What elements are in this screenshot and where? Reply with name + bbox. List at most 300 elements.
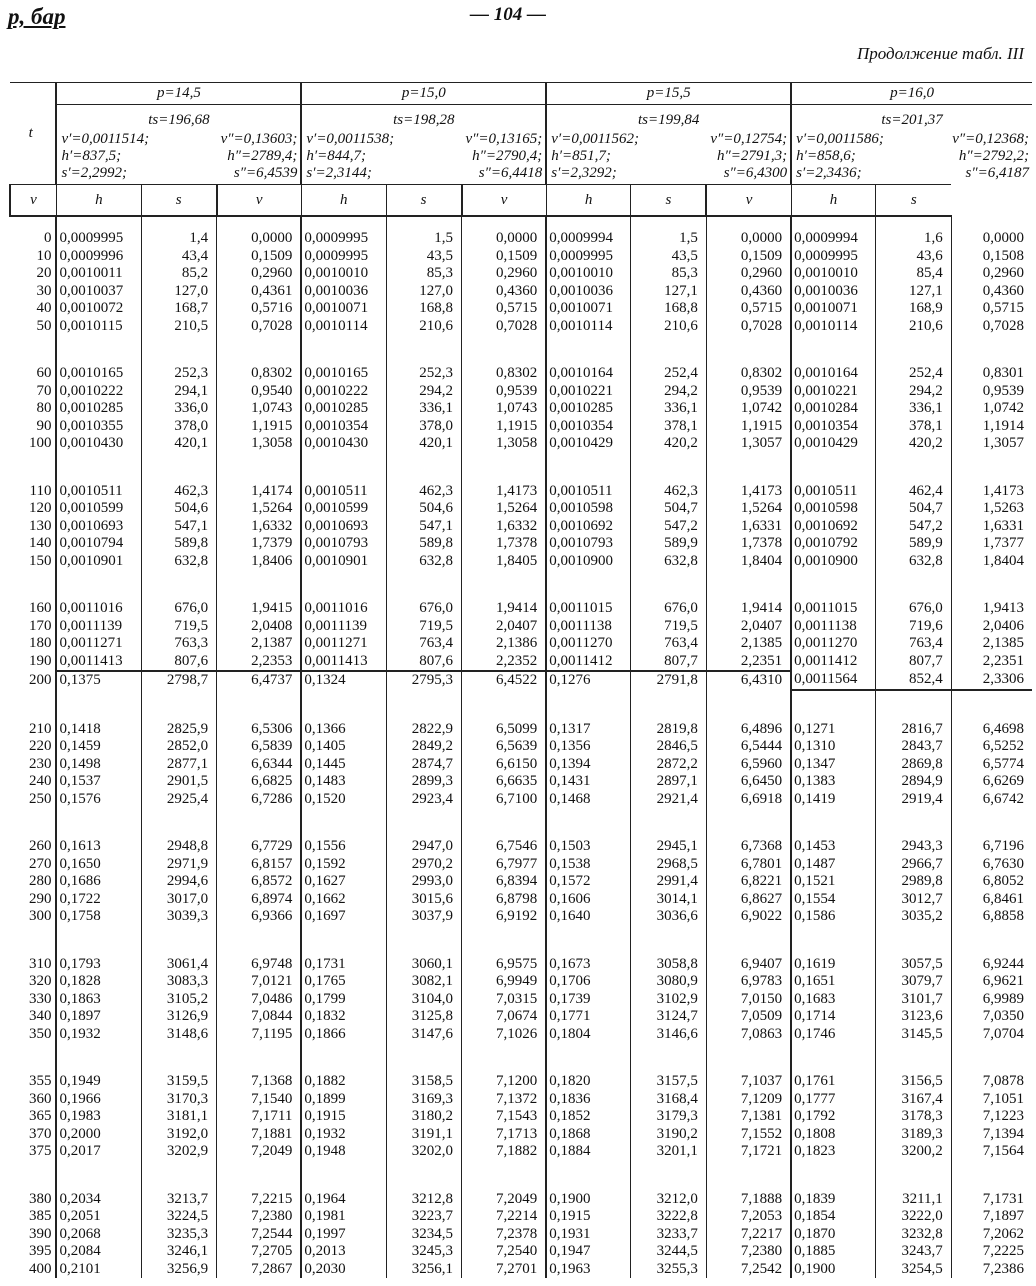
h-cell: 3233,7 xyxy=(631,1226,706,1244)
h-cell: 2921,4 xyxy=(631,791,706,809)
v-cell: 0,0010511 xyxy=(56,483,141,501)
h-cell: 2897,1 xyxy=(631,773,706,791)
table-row xyxy=(10,1143,1032,1161)
s-cell: 1,5264 xyxy=(462,500,547,518)
v-cell: 0,1866 xyxy=(301,1026,386,1044)
v-cell: 0,0010010 xyxy=(546,265,631,283)
v-cell: 0,1758 xyxy=(56,908,141,926)
h-cell: 3148,6 xyxy=(141,1026,216,1044)
v-cell: 0,1498 xyxy=(56,756,141,774)
h-cell: 3158,5 xyxy=(386,1073,461,1091)
s-cell: 2,1386 xyxy=(462,635,547,653)
v-cell: 0,1503 xyxy=(546,838,631,856)
v-cell: 0,0011413 xyxy=(301,653,386,672)
s-cell: 6,9366 xyxy=(217,908,302,926)
h-cell: 3123,6 xyxy=(876,1008,951,1026)
s-cell: 0,1508 xyxy=(951,248,1032,266)
v-cell: 0,2034 xyxy=(56,1191,141,1209)
h-cell: 763,4 xyxy=(876,635,951,653)
v-cell: 0,0011015 xyxy=(546,600,631,618)
s-cell: 7,2540 xyxy=(462,1243,547,1261)
table-row xyxy=(10,435,1032,453)
s-cell: 6,5639 xyxy=(462,738,547,756)
s-cell: 6,8798 xyxy=(462,891,547,909)
s-cell: 6,6150 xyxy=(462,756,547,774)
temperature-cell: 230 xyxy=(28,755,52,772)
saturation-v2: v″=0,12368; xyxy=(952,131,1029,147)
v-cell: 0,1882 xyxy=(301,1073,386,1091)
table-row xyxy=(10,1108,1032,1126)
s-cell: 7,2867 xyxy=(217,1261,302,1279)
s-cell: 1,7379 xyxy=(217,535,302,553)
h-cell: 252,4 xyxy=(876,365,951,383)
temperature-cell: 160 xyxy=(28,600,52,616)
v-cell: 0,1932 xyxy=(301,1126,386,1144)
v-cell: 0,0010794 xyxy=(56,535,141,553)
t-column-header: t xyxy=(28,125,33,141)
temperature-cell: 365 xyxy=(28,1108,52,1124)
h-cell: 1,5 xyxy=(631,230,706,248)
h-cell: 3202,9 xyxy=(141,1143,216,1161)
saturation-temp-2: ts=198,28 xyxy=(301,105,546,130)
temperature-cell: 330 xyxy=(28,990,52,1007)
s-cell: 7,0704 xyxy=(951,1026,1032,1044)
temperature-cell: 250 xyxy=(28,790,52,807)
saturation-h2: h″=2792,2; xyxy=(958,148,1029,164)
temperature-cell: 280 xyxy=(28,873,52,889)
h-cell: 719,5 xyxy=(386,618,461,636)
h-cell: 294,2 xyxy=(876,383,951,401)
h-cell: 763,3 xyxy=(141,635,216,653)
s-cell: 7,2062 xyxy=(951,1226,1032,1244)
table-row xyxy=(10,738,1032,756)
v-cell: 0,0011271 xyxy=(301,635,386,653)
v-cell: 0,1964 xyxy=(301,1191,386,1209)
s-cell: 7,0509 xyxy=(706,1008,791,1026)
table-row xyxy=(10,230,1032,248)
s-cell: 0,4360 xyxy=(462,283,547,301)
v-cell: 0,0010511 xyxy=(546,483,631,501)
table-row xyxy=(10,908,1032,926)
v-cell: 0,0010901 xyxy=(301,553,386,571)
s-cell: 1,8405 xyxy=(462,553,547,571)
v-cell: 0,1832 xyxy=(301,1008,386,1026)
saturation-props-1 xyxy=(56,129,301,185)
saturation-temp-1: ts=196,68 xyxy=(56,105,301,130)
v-cell: 0,0009995 xyxy=(301,230,386,248)
s-cell: 7,2380 xyxy=(217,1208,302,1226)
s-cell: 1,6331 xyxy=(951,518,1032,536)
table-row xyxy=(10,773,1032,791)
s-cell: 6,4737 xyxy=(217,671,302,690)
v-cell: 0,0010429 xyxy=(546,435,631,453)
v-cell: 0,2013 xyxy=(301,1243,386,1261)
h-cell: 210,5 xyxy=(141,318,216,336)
s-cell: 1,9413 xyxy=(951,600,1032,618)
v-cell: 0,1317 xyxy=(546,721,631,739)
h-cell: 127,1 xyxy=(876,283,951,301)
s-cell: 6,8858 xyxy=(951,908,1032,926)
saturation-h1: h′=844,7; xyxy=(306,148,367,164)
h-cell: 2968,5 xyxy=(631,856,706,874)
s-cell: 1,4173 xyxy=(951,483,1032,501)
v-cell: 0,0010114 xyxy=(546,318,631,336)
s-cell: 2,0408 xyxy=(217,618,302,636)
h-cell: 3180,2 xyxy=(386,1108,461,1126)
s-cell: 0,7028 xyxy=(462,318,547,336)
saturation-s1: s′=2,3144; xyxy=(306,165,372,181)
s-cell: 7,1543 xyxy=(462,1108,547,1126)
temperature-cell: 90 xyxy=(36,417,52,434)
s-cell: 7,1713 xyxy=(462,1126,547,1144)
temperature-cell: 40 xyxy=(36,300,52,316)
s-cell: 6,7801 xyxy=(706,856,791,874)
v-cell: 0,0010164 xyxy=(546,365,631,383)
s-cell: 7,2049 xyxy=(462,1191,547,1209)
column-label-s: s xyxy=(876,185,951,217)
s-cell: 7,1540 xyxy=(217,1091,302,1109)
saturation-h2: h″=2789,4; xyxy=(227,148,298,164)
h-cell: 2825,9 xyxy=(141,721,216,739)
v-cell: 0,0011412 xyxy=(791,653,876,672)
h-cell: 2901,5 xyxy=(141,773,216,791)
table-row xyxy=(10,535,1032,553)
v-cell: 0,1673 xyxy=(546,956,631,974)
h-cell: 3145,5 xyxy=(876,1026,951,1044)
s-cell: 1,0743 xyxy=(217,400,302,418)
s-cell: 2,1385 xyxy=(951,635,1032,653)
v-cell: 0,1722 xyxy=(56,891,141,909)
s-cell: 1,1915 xyxy=(706,418,791,436)
v-cell: 0,1863 xyxy=(56,991,141,1009)
column-label-h: h xyxy=(546,185,631,217)
s-cell: 6,9407 xyxy=(706,956,791,974)
s-cell: 7,0878 xyxy=(951,1073,1032,1091)
h-cell: 3083,3 xyxy=(141,973,216,991)
v-cell: 0,1792 xyxy=(791,1108,876,1126)
v-cell: 0,1468 xyxy=(546,791,631,809)
h-cell: 294,2 xyxy=(631,383,706,401)
v-cell: 0,1915 xyxy=(546,1208,631,1226)
table-row xyxy=(10,365,1032,383)
v-cell: 0,1854 xyxy=(791,1208,876,1226)
s-cell: 7,2217 xyxy=(706,1226,791,1244)
table-row xyxy=(10,756,1032,774)
h-cell: 676,0 xyxy=(631,600,706,618)
saturation-v1: v′=0,0011514; xyxy=(61,131,150,147)
v-cell: 0,1739 xyxy=(546,991,631,1009)
s-cell: 0,1509 xyxy=(217,248,302,266)
v-cell: 0,1997 xyxy=(301,1226,386,1244)
v-cell: 0,1885 xyxy=(791,1243,876,1261)
h-cell: 3246,1 xyxy=(141,1243,216,1261)
v-cell: 0,2000 xyxy=(56,1126,141,1144)
s-cell: 0,2960 xyxy=(951,265,1032,283)
s-cell: 6,8221 xyxy=(706,873,791,891)
saturation-s2: s″=6,4300 xyxy=(723,165,788,181)
s-cell: 7,2705 xyxy=(217,1243,302,1261)
column-label-s: s xyxy=(141,185,216,217)
h-cell: 2869,8 xyxy=(876,756,951,774)
temperature-cell: 120 xyxy=(28,500,52,516)
s-cell: 7,0674 xyxy=(462,1008,547,1026)
v-cell: 0,0010598 xyxy=(546,500,631,518)
s-cell: 7,1882 xyxy=(462,1143,547,1161)
s-cell: 0,7028 xyxy=(951,318,1032,336)
temperature-cell: 350 xyxy=(28,1025,52,1042)
v-cell: 0,0010430 xyxy=(56,435,141,453)
v-cell: 0,1271 xyxy=(791,721,876,739)
temperature-cell: 210 xyxy=(28,720,52,737)
v-cell: 0,1697 xyxy=(301,908,386,926)
v-cell: 0,1606 xyxy=(546,891,631,909)
temperature-cell: 375 xyxy=(28,1143,52,1159)
table-row xyxy=(10,1208,1032,1226)
v-cell: 0,1808 xyxy=(791,1126,876,1144)
s-cell: 2,2352 xyxy=(462,653,547,672)
s-cell: 7,0150 xyxy=(706,991,791,1009)
v-cell: 0,2030 xyxy=(301,1261,386,1279)
h-cell: 719,6 xyxy=(876,618,951,636)
v-cell: 0,0010036 xyxy=(301,283,386,301)
s-cell: 6,9748 xyxy=(217,956,302,974)
s-cell: 0,2960 xyxy=(706,265,791,283)
v-cell: 0,0010221 xyxy=(791,383,876,401)
h-cell: 3157,5 xyxy=(631,1073,706,1091)
temperature-cell: 30 xyxy=(36,282,52,299)
v-cell: 0,0010900 xyxy=(546,553,631,571)
h-cell: 3232,8 xyxy=(876,1226,951,1244)
v-cell: 0,0009995 xyxy=(791,248,876,266)
s-cell: 6,9022 xyxy=(706,908,791,926)
s-cell: 7,0121 xyxy=(217,973,302,991)
h-cell: 294,1 xyxy=(141,383,216,401)
h-cell: 2894,9 xyxy=(876,773,951,791)
v-cell: 0,1900 xyxy=(791,1261,876,1279)
table-row xyxy=(10,1261,1032,1279)
h-cell: 3178,3 xyxy=(876,1108,951,1126)
s-cell: 7,1200 xyxy=(462,1073,547,1091)
v-cell: 0,0010901 xyxy=(56,553,141,571)
h-cell: 420,2 xyxy=(876,435,951,453)
v-cell: 0,1572 xyxy=(546,873,631,891)
h-cell: 3146,6 xyxy=(631,1026,706,1044)
saturation-props-2 xyxy=(301,129,546,185)
v-cell: 0,0011270 xyxy=(546,635,631,653)
s-cell: 0,8302 xyxy=(462,365,547,383)
s-cell: 1,0742 xyxy=(706,400,791,418)
v-cell: 0,0010285 xyxy=(546,400,631,418)
h-cell: 632,8 xyxy=(631,553,706,571)
v-cell: 0,1714 xyxy=(791,1008,876,1026)
table-row xyxy=(10,856,1032,874)
h-cell: 462,3 xyxy=(141,483,216,501)
h-cell: 2966,7 xyxy=(876,856,951,874)
v-cell: 0,1521 xyxy=(791,873,876,891)
h-cell: 3192,0 xyxy=(141,1126,216,1144)
s-cell: 0,9539 xyxy=(951,383,1032,401)
s-cell: 1,4173 xyxy=(706,483,791,501)
h-cell: 252,4 xyxy=(631,365,706,383)
table-row xyxy=(10,618,1032,636)
v-cell: 0,1592 xyxy=(301,856,386,874)
s-cell: 1,4173 xyxy=(462,483,547,501)
h-cell: 420,2 xyxy=(631,435,706,453)
s-cell: 0,4361 xyxy=(217,283,302,301)
temperature-cell: 240 xyxy=(28,773,52,789)
h-cell: 3058,8 xyxy=(631,956,706,974)
s-cell: 7,1721 xyxy=(706,1143,791,1161)
s-cell: 6,7546 xyxy=(462,838,547,856)
v-cell: 0,2068 xyxy=(56,1226,141,1244)
h-cell: 43,5 xyxy=(386,248,461,266)
table-row xyxy=(10,1091,1032,1109)
h-cell: 3080,9 xyxy=(631,973,706,991)
pressure-header-4: p=16,0 xyxy=(791,83,1032,105)
table-row xyxy=(10,600,1032,618)
v-cell: 0,0011564 xyxy=(791,671,876,690)
s-cell: 7,2701 xyxy=(462,1261,547,1279)
saturation-h2: h″=2791,3; xyxy=(717,148,788,164)
s-cell: 6,9949 xyxy=(462,973,547,991)
v-cell: 0,1761 xyxy=(791,1073,876,1091)
column-label-v: v xyxy=(217,185,302,217)
temperature-cell: 310 xyxy=(28,955,52,972)
h-cell: 3168,4 xyxy=(631,1091,706,1109)
v-cell: 0,1394 xyxy=(546,756,631,774)
table-row xyxy=(10,553,1032,571)
temperature-cell: 380 xyxy=(28,1190,52,1207)
h-cell: 462,3 xyxy=(386,483,461,501)
table-row xyxy=(10,956,1032,974)
s-cell: 6,9192 xyxy=(462,908,547,926)
h-cell: 3079,7 xyxy=(876,973,951,991)
v-cell: 0,1899 xyxy=(301,1091,386,1109)
s-cell: 7,2053 xyxy=(706,1208,791,1226)
s-cell: 7,0315 xyxy=(462,991,547,1009)
v-cell: 0,0010692 xyxy=(546,518,631,536)
s-cell: 0,0000 xyxy=(706,230,791,248)
v-cell: 0,1640 xyxy=(546,908,631,926)
s-cell: 0,8302 xyxy=(706,365,791,383)
h-cell: 1,6 xyxy=(876,230,951,248)
v-cell: 0,0010010 xyxy=(791,265,876,283)
h-cell: 2971,9 xyxy=(141,856,216,874)
h-cell: 127,1 xyxy=(631,283,706,301)
v-cell: 0,1459 xyxy=(56,738,141,756)
v-cell: 0,0009995 xyxy=(546,248,631,266)
v-cell: 0,0011271 xyxy=(56,635,141,653)
h-cell: 3124,7 xyxy=(631,1008,706,1026)
h-cell: 2948,8 xyxy=(141,838,216,856)
v-cell: 0,2101 xyxy=(56,1261,141,1279)
h-cell: 3222,0 xyxy=(876,1208,951,1226)
v-cell: 0,0010011 xyxy=(56,265,141,283)
v-cell: 0,0010793 xyxy=(546,535,631,553)
saturation-s2: s″=6,4539 xyxy=(233,165,298,181)
h-cell: 3167,4 xyxy=(876,1091,951,1109)
h-cell: 3201,1 xyxy=(631,1143,706,1161)
v-cell: 0,1731 xyxy=(301,956,386,974)
v-cell: 0,0010165 xyxy=(301,365,386,383)
s-cell: 0,9540 xyxy=(217,383,302,401)
s-cell: 2,1387 xyxy=(217,635,302,653)
v-cell: 0,0010599 xyxy=(301,500,386,518)
h-cell: 252,3 xyxy=(141,365,216,383)
s-cell: 7,0844 xyxy=(217,1008,302,1026)
h-cell: 3037,9 xyxy=(386,908,461,926)
h-cell: 807,6 xyxy=(386,653,461,672)
v-cell: 0,0011016 xyxy=(301,600,386,618)
h-cell: 852,4 xyxy=(876,671,951,690)
h-cell: 3126,9 xyxy=(141,1008,216,1026)
s-cell: 0,2960 xyxy=(217,265,302,283)
temperature-cell: 270 xyxy=(28,855,52,872)
table-row xyxy=(10,300,1032,318)
v-cell: 0,1383 xyxy=(791,773,876,791)
h-cell: 336,0 xyxy=(141,400,216,418)
s-cell: 7,1195 xyxy=(217,1026,302,1044)
s-cell: 6,9989 xyxy=(951,991,1032,1009)
s-cell: 6,7630 xyxy=(951,856,1032,874)
v-cell: 0,1651 xyxy=(791,973,876,991)
temperature-cell: 130 xyxy=(28,517,52,534)
temperature-cell: 10 xyxy=(36,247,52,264)
saturation-h1: h′=851,7; xyxy=(551,148,611,164)
s-cell: 7,0350 xyxy=(951,1008,1032,1026)
h-cell: 2874,7 xyxy=(386,756,461,774)
s-cell: 6,4698 xyxy=(951,721,1032,739)
v-cell: 0,0011270 xyxy=(791,635,876,653)
h-cell: 85,3 xyxy=(386,265,461,283)
h-cell: 2989,8 xyxy=(876,873,951,891)
s-cell: 1,3057 xyxy=(706,435,791,453)
v-cell: 0,1823 xyxy=(791,1143,876,1161)
temperature-cell: 110 xyxy=(29,482,52,499)
h-cell: 589,8 xyxy=(141,535,216,553)
temperature-cell: 0 xyxy=(43,230,52,246)
v-cell: 0,0010285 xyxy=(301,400,386,418)
h-cell: 3234,5 xyxy=(386,1226,461,1244)
s-cell: 0,4360 xyxy=(706,283,791,301)
h-cell: 547,2 xyxy=(876,518,951,536)
h-cell: 336,1 xyxy=(631,400,706,418)
s-cell: 7,1368 xyxy=(217,1073,302,1091)
temperature-cell: 220 xyxy=(28,738,52,754)
saturation-s1: s′=2,3292; xyxy=(551,165,617,181)
v-cell: 0,0010114 xyxy=(301,318,386,336)
h-cell: 719,5 xyxy=(631,618,706,636)
v-cell: 0,1870 xyxy=(791,1226,876,1244)
h-cell: 2923,4 xyxy=(386,791,461,809)
temperature-cell: 400 xyxy=(28,1260,52,1277)
h-cell: 3244,5 xyxy=(631,1243,706,1261)
table-row xyxy=(10,1073,1032,1091)
s-cell: 0,9539 xyxy=(706,383,791,401)
s-cell: 7,2378 xyxy=(462,1226,547,1244)
h-cell: 807,6 xyxy=(141,653,216,672)
temperature-cell: 150 xyxy=(28,552,52,569)
s-cell: 6,8974 xyxy=(217,891,302,909)
s-cell: 1,7378 xyxy=(706,535,791,553)
h-cell: 632,8 xyxy=(386,553,461,571)
h-cell: 210,6 xyxy=(631,318,706,336)
h-cell: 378,0 xyxy=(386,418,461,436)
s-cell: 1,8404 xyxy=(706,553,791,571)
s-cell: 6,5960 xyxy=(706,756,791,774)
s-cell: 0,5715 xyxy=(951,300,1032,318)
s-cell: 0,8302 xyxy=(217,365,302,383)
